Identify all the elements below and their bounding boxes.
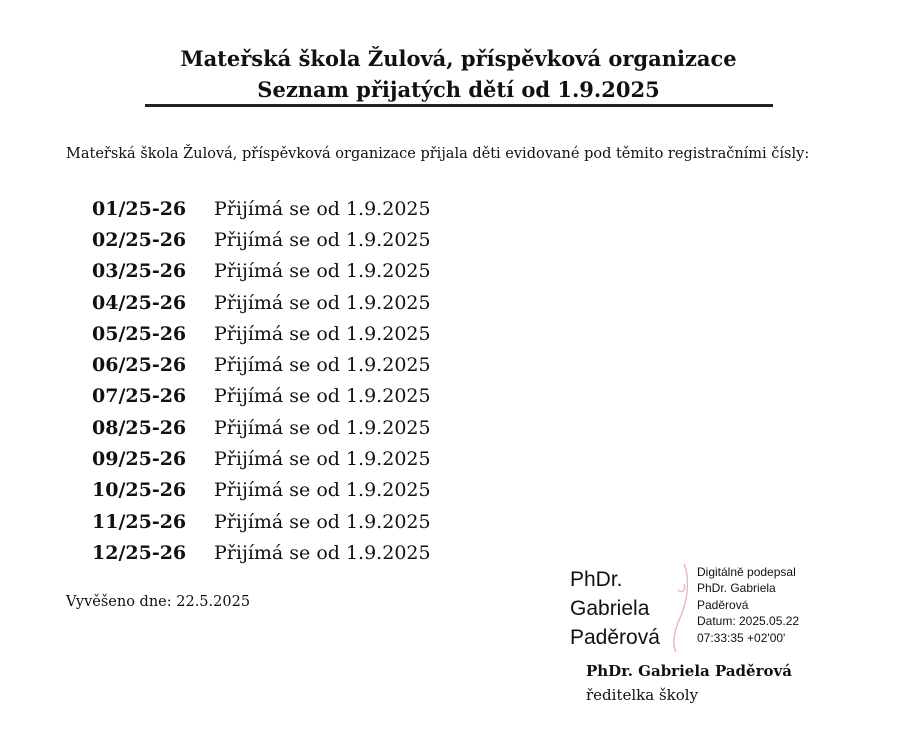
registration-item — [92, 537, 431, 568]
signer-role: ředitelka školy — [586, 686, 699, 704]
registration-status: Přijímá se od 1.9.2025 — [214, 291, 431, 314]
registration-item — [92, 193, 431, 224]
registration-status: Přijímá se od 1.9.2025 — [214, 354, 431, 377]
signature-detail-line: PhDr. Gabriela — [697, 581, 776, 596]
registration-code: 02/25-26 — [92, 228, 187, 251]
registration-code: 11/25-26 — [92, 510, 187, 533]
registration-code: 08/25-26 — [92, 416, 187, 439]
registration-status: Přijímá se od 1.9.2025 — [214, 385, 431, 408]
registration-status: Přijímá se od 1.9.2025 — [214, 322, 431, 345]
registration-code: 06/25-26 — [92, 354, 187, 377]
registration-item — [92, 287, 431, 318]
registration-item — [92, 256, 431, 287]
signature-name-line: PhDr. — [570, 568, 623, 591]
registration-item — [92, 412, 431, 443]
registration-code: 01/25-26 — [92, 197, 187, 220]
registration-code: 05/25-26 — [92, 322, 187, 345]
registration-status: Přijímá se od 1.9.2025 — [214, 260, 431, 283]
registration-list — [92, 193, 431, 569]
registration-item — [92, 506, 431, 537]
signature-detail-line: 07:33:35 +02'00' — [697, 630, 786, 645]
title-underline — [145, 104, 773, 107]
document-title: Mateřská škola Žulová, příspěvková organizace — [180, 46, 737, 71]
registration-status: Přijímá se od 1.9.2025 — [214, 510, 431, 533]
registration-status: Přijímá se od 1.9.2025 — [214, 448, 431, 471]
signature-detail-line: Digitálně podepsal — [697, 565, 796, 579]
registration-item — [92, 224, 431, 255]
signature-detail-line: Datum: 2025.05.22 — [697, 614, 800, 629]
signature-name-line: Gabriela — [570, 597, 650, 620]
registration-code: 12/25-26 — [92, 541, 187, 564]
registration-code: 09/25-26 — [92, 448, 187, 471]
signature-detail-line: Paděrová — [697, 597, 749, 612]
registration-status: Přijímá se od 1.9.2025 — [214, 479, 431, 502]
registration-item — [92, 475, 431, 506]
registration-status: Přijímá se od 1.9.2025 — [214, 197, 431, 220]
registration-code: 07/25-26 — [92, 385, 187, 408]
posted-date: Vyvěšeno dne: 22.5.2025 — [66, 594, 251, 610]
registration-code: 10/25-26 — [92, 479, 187, 502]
registration-status: Přijímá se od 1.9.2025 — [214, 541, 431, 564]
registration-item — [92, 318, 431, 349]
document-subtitle: Seznam přijatých dětí od 1.9.2025 — [257, 77, 660, 102]
registration-item — [92, 349, 431, 380]
registration-item — [92, 443, 431, 474]
intro-text: Mateřská škola Žulová, příspěvková organizace přijala děti evidované pod těmito registračními čísly: — [66, 146, 810, 162]
registration-status: Přijímá se od 1.9.2025 — [214, 416, 431, 439]
registration-code: 03/25-26 — [92, 260, 187, 283]
registration-item — [92, 381, 431, 412]
signer-name: PhDr. Gabriela Paděrová — [586, 662, 792, 680]
signature-mark-icon — [664, 560, 694, 655]
registration-status: Přijímá se od 1.9.2025 — [214, 228, 431, 251]
registration-code: 04/25-26 — [92, 291, 187, 314]
signature-name-line: Paděrová — [570, 626, 660, 649]
digital-signature-name — [570, 565, 660, 652]
digital-signature-details — [697, 564, 799, 646]
